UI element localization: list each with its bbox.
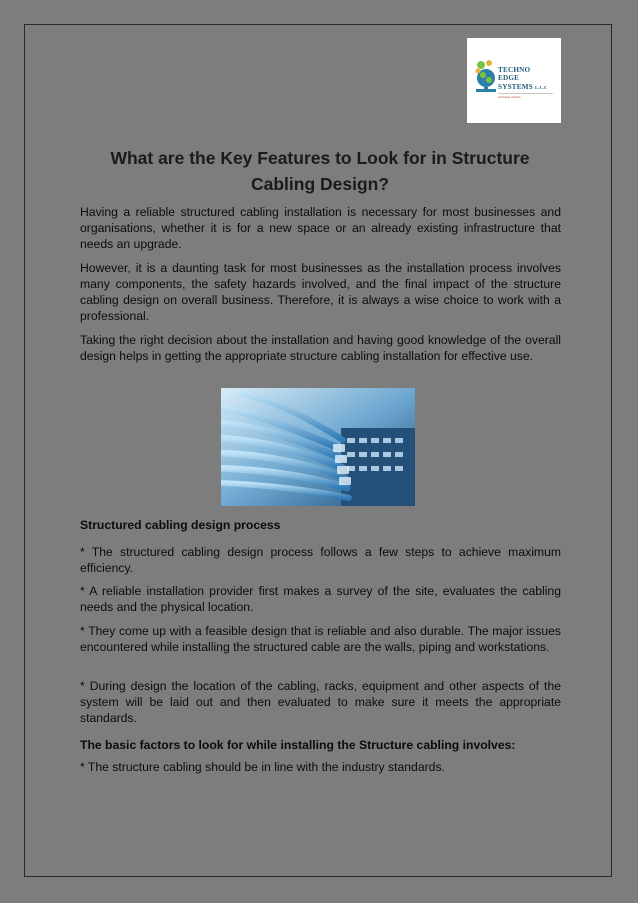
- logo-line-3: [498, 83, 547, 92]
- factors-item-1: * The structure cabling should be in line with the industry standards.: [80, 760, 445, 774]
- cabling-photo: [221, 388, 415, 506]
- process-item-3: * They come up with a feasible design that is reliable and also durable. The major issues encountered while installing the structured cable are the walls, piping and workstations.: [80, 624, 561, 654]
- process-heading: Structured cabling design process: [80, 518, 281, 532]
- process-item-4: * During design the location of the cabling, racks, equipment and other aspects of the system will be laid out and then evaluated to make sure it meets the appropriate standards.: [80, 679, 561, 725]
- logo-line-1: TECHNO: [498, 66, 531, 74]
- logo-line-2: EDGE: [498, 74, 520, 83]
- intro-paragraph-1: [80, 205, 561, 253]
- page-title: What are the Key Features to Look for in Structure Cabling Design?: [110, 148, 530, 194]
- process-item-2: * A reliable installation provider first makes a survey of the site, evaluates the cabling needs and the physical location.: [80, 584, 561, 614]
- company-logo: [467, 38, 561, 123]
- intro-text-1: Having a reliable structured cabling installation is necessary for most businesses and organisations, whether it is for a new space or an already existing infrastructure that needs an upgrade.: [80, 205, 561, 251]
- intro-paragraph-2: [80, 261, 561, 325]
- intro-text-2: However, it is a daunting task for most businesses as the installation process involves many components, the safety hazards involved, and the final impact of the structure cabling design on overall business. Therefore, it is always a wise choice to work with a professional.: [80, 261, 561, 323]
- logo-tagline: technology solutions: [498, 96, 521, 99]
- logo-llc: L.L.C: [534, 84, 548, 90]
- logo-text: [498, 66, 547, 92]
- network-cable-image: [221, 388, 415, 506]
- factors-heading: The basic factors to look for while installing the Structure cabling involves:: [80, 738, 516, 752]
- intro-text-3: Taking the right decision about the installation and having good knowledge of the overall design helps in getting the appropriate structure cabling installation for effective use.: [80, 333, 561, 363]
- logo-line-3-text: SYSTEMS: [498, 82, 533, 91]
- intro-paragraph-3: [80, 333, 561, 365]
- process-item-1: * The structured cabling design process follows a few steps to achieve maximum efficiency.: [80, 545, 561, 575]
